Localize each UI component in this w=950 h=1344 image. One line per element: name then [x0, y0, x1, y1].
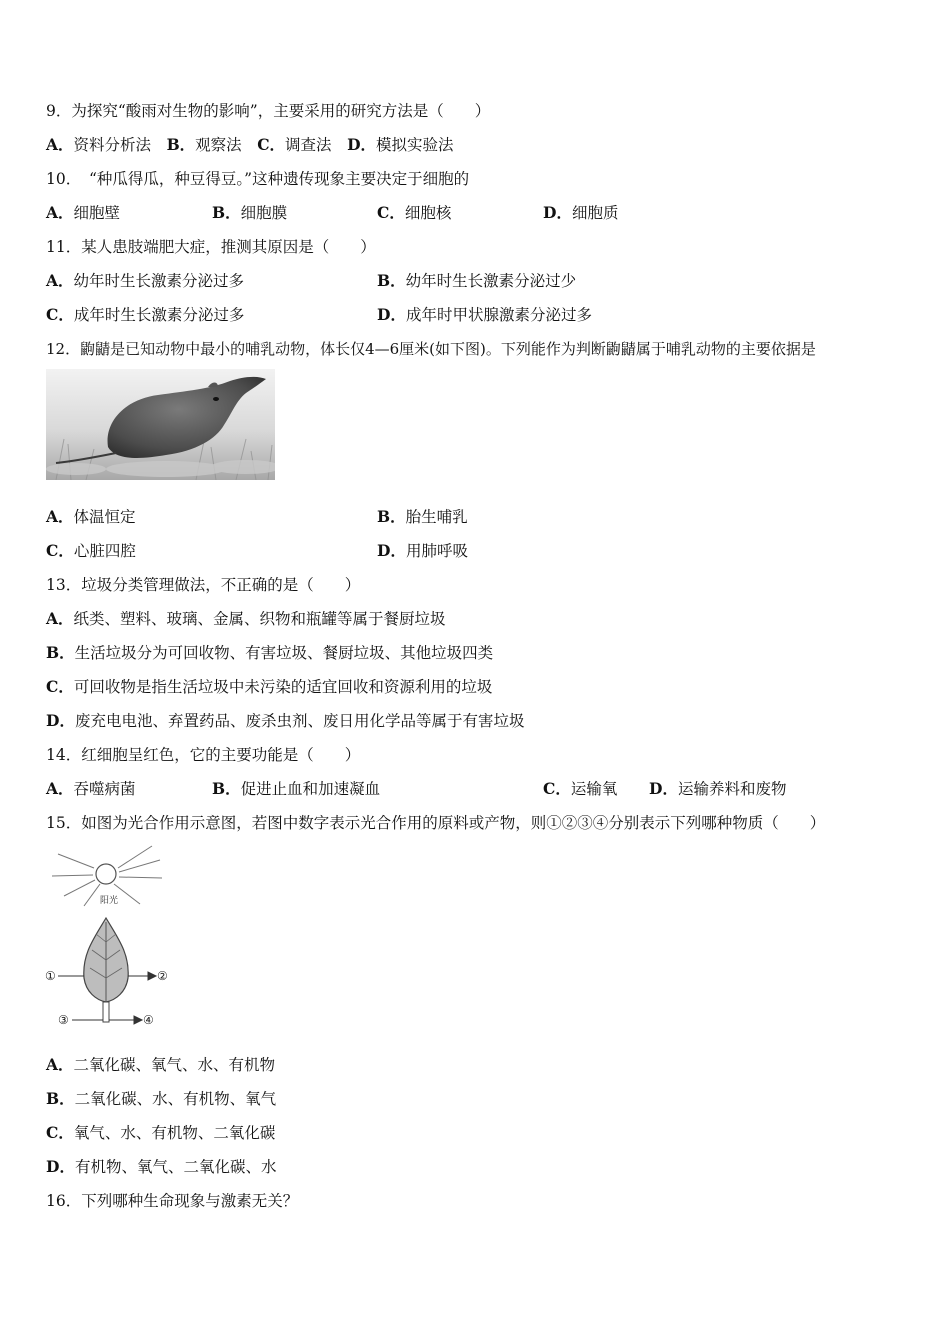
photosynthesis-diagram: [44, 842, 184, 1032]
q14-option-d: D．运输养料和废物: [649, 779, 787, 798]
q9-a-text: 资料分析法: [73, 136, 152, 154]
q16-stem: 16．下列哪种生命现象与激素无关？: [46, 1192, 299, 1210]
q9-d-letter: D．: [347, 135, 377, 154]
shrew-photo: [46, 369, 275, 480]
q9-c-text: 调查法: [285, 136, 332, 154]
label-2: ②: [157, 969, 168, 983]
label-3: ③: [58, 1013, 69, 1027]
q9-a-letter: A．: [46, 135, 74, 154]
q15-stem: 15．如图为光合作用示意图，若图中数字表示光合作用的原料或产物，则①②③④分别表示下列哪种物质（ ）: [46, 814, 826, 832]
shrew-eye: [213, 397, 219, 401]
q11-option-d: D．成年时甲状腺激素分泌过多: [377, 305, 592, 324]
q13-option-a: A．纸类、塑料、玻璃、金属、织物和瓶罐等属于餐厨垃圾: [46, 609, 446, 628]
q12-stem: 12．鼩鼱是已知动物中最小的哺乳动物，体长仅4—6厘米(如下图)。下列能作为判断鼩鼱属于哺乳动物的主要依据是: [46, 340, 816, 358]
q11-option-c: C．成年时生长激素分泌过多: [46, 305, 245, 324]
q9-stem: 9．为探究“酸雨对生物的影响”，主要采用的研究方法是（ ）: [46, 102, 491, 120]
q13-option-c: C．可回收物是指生活垃圾中未污染的适宜回收和资源利用的垃圾: [46, 677, 493, 696]
q15-option-c: C．氧气、水、有机物、二氧化碳: [46, 1123, 276, 1142]
q10-option-d: D．细胞质: [543, 203, 619, 222]
q13-option-b: B．生活垃圾分为可回收物、有害垃圾、餐厨垃圾、其他垃圾四类: [46, 643, 494, 662]
q14-stem: 14．红细胞呈红色，它的主要功能是（ ）: [46, 746, 361, 764]
q15-option-d: D．有机物、氧气、二氧化碳、水: [46, 1157, 277, 1176]
label-4: ④: [143, 1013, 154, 1027]
q10-stem: 10． “种瓜得瓜，种豆得豆。”这种遗传现象主要决定于细胞的: [46, 170, 470, 188]
q15-option-a: A．二氧化碳、氧气、水、有机物: [46, 1055, 276, 1074]
q10-option-c: C．细胞核: [377, 203, 452, 222]
q13-stem: 13．垃圾分类管理做法，不正确的是（ ）: [46, 576, 361, 594]
q9-d-text: 模拟实验法: [376, 136, 454, 154]
q9-c-letter: C．: [257, 135, 286, 154]
q12-option-c: C．心脏四腔: [46, 541, 136, 560]
q11-option-b: B．幼年时生长激素分泌过少: [377, 271, 577, 290]
q9-b-letter: B．: [166, 135, 196, 154]
q10-option-a: A．细胞壁: [46, 203, 121, 222]
q14-option-c: C．运输氧: [543, 779, 618, 798]
q15-option-b: B．二氧化碳、水、有机物、氧气: [46, 1089, 277, 1108]
q13-option-d: D．废充电电池、弃置药品、废杀虫剂、废日用化学品等属于有害垃圾: [46, 711, 525, 730]
q12-option-b: B．胎生哺乳: [377, 507, 468, 526]
q11-option-a: A．幼年时生长激素分泌过多: [46, 271, 245, 290]
q12-option-d: D．用肺呼吸: [377, 541, 468, 560]
leaf-stem: [103, 1002, 109, 1022]
q9-b-text: 观察法: [195, 136, 242, 154]
q14-option-b: B．促进止血和加速凝血: [212, 779, 381, 798]
q14-option-a: A．吞噬病菌: [46, 779, 136, 798]
label-1: ①: [45, 969, 56, 983]
q9-options: [46, 135, 454, 155]
sun-label: 阳光: [100, 896, 119, 906]
q10-option-b: B．细胞膜: [212, 203, 288, 222]
q12-option-a: A．体温恒定: [46, 507, 136, 526]
q11-stem: 11．某人患肢端肥大症，推测其原因是（ ）: [46, 238, 376, 256]
